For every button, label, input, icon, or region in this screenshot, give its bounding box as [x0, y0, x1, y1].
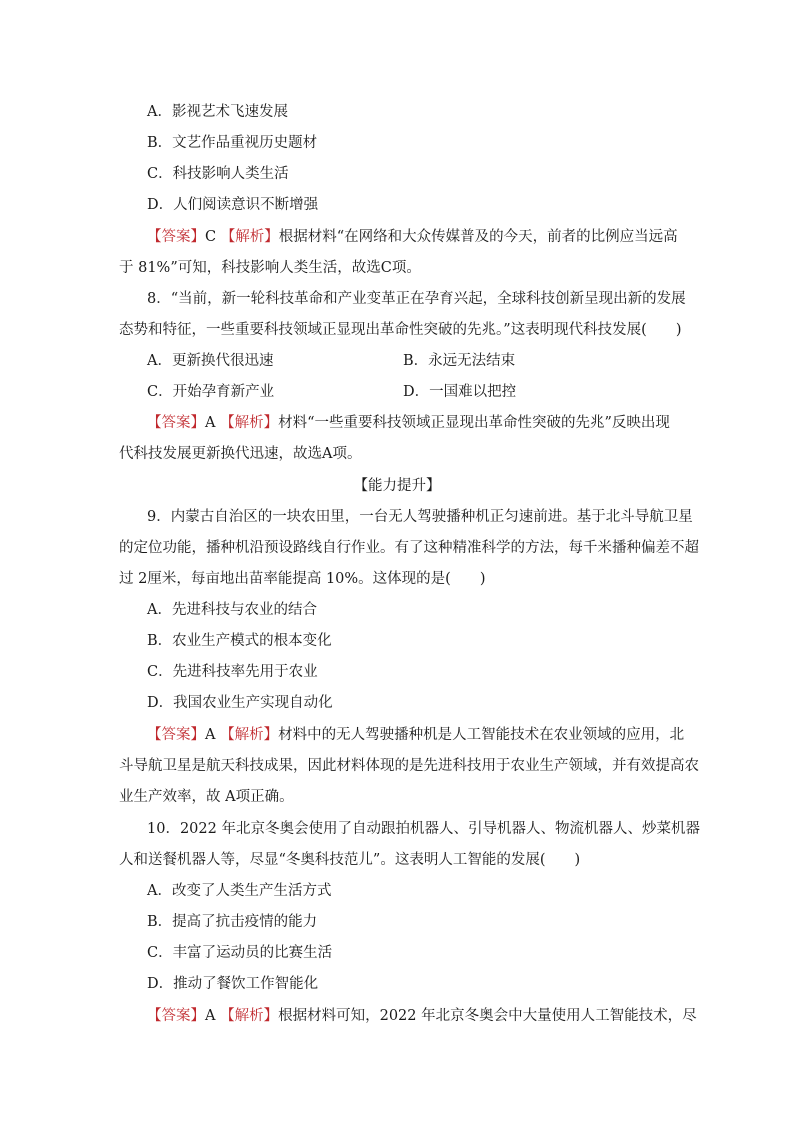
q8-option-a: A．更新换代很迅速 — [147, 353, 274, 369]
explanation-text: 材料中的无人驾驶播种机是人工智能技术在农业领域的应用，北 — [278, 727, 685, 743]
q10-stem-line: 10．2022 年北京冬奥会使用了自动跟拍机器人、引导机器人、物流机器人、炒菜机器 — [147, 821, 700, 837]
q8-answer-line — [147, 413, 670, 433]
q7-option-d: D．人们阅读意识不断增强 — [147, 197, 319, 213]
answer-tag: 【答案】 — [147, 229, 205, 245]
q9-option-a: A．先进科技与农业的结合 — [147, 602, 317, 618]
q7-answer-line — [147, 227, 678, 247]
q7-option-a: A．影视艺术飞速发展 — [147, 104, 288, 120]
q8-option-c: C．开始孕育新产业 — [147, 384, 275, 400]
q10-option-b: B．提高了抗击疫情的能力 — [147, 914, 318, 930]
q7-option-b: B．文艺作品重视历史题材 — [147, 135, 318, 151]
q9-explanation-line: 斗导航卫星是航天科技成果，因此材料体现的是先进科技用于农业生产领域，并有效提高农 — [119, 758, 699, 774]
q8-stem-line: 态势和特征，一些重要科技领域正显现出革命性突破的先兆。”这表明现代科技发展( ) — [119, 322, 682, 338]
q10-answer-line — [147, 1006, 697, 1026]
explanation-text: 材料“一些重要科技领域正显现出革命性突破的先兆”反映出现 — [278, 415, 670, 431]
q7-explanation-line: 于 81%”可知，科技影响人类生活，故选C项。 — [119, 260, 421, 276]
q7-option-c: C．科技影响人类生活 — [147, 166, 289, 182]
answer-tag: 【答案】 — [147, 415, 205, 431]
answer-tag: 【答案】 — [147, 1008, 205, 1024]
q9-answer-line — [147, 725, 684, 745]
explanation-tag: 【解析】 — [220, 415, 279, 431]
q9-option-b: B．农业生产模式的根本变化 — [147, 633, 332, 649]
q8-stem-line: 8．“当前，新一轮科技革命和产业变革正在孕育兴起，全球科技创新呈现出新的发展 — [147, 291, 686, 307]
q9-explanation-line: 业生产效率，故 A项正确。 — [119, 789, 294, 805]
answer-value: C — [205, 229, 217, 245]
explanation-text: 根据材料“在网络和大众传媒普及的今天，前者的比例应当远高 — [278, 229, 678, 245]
explanation-tag: 【解析】 — [220, 229, 279, 245]
explanation-tag: 【解析】 — [220, 1008, 279, 1024]
answer-value: A — [205, 415, 216, 431]
q10-option-d: D．推动了餐饮工作智能化 — [147, 976, 319, 992]
section-title: 【能力提升】 — [353, 478, 441, 494]
answer-value: A — [205, 1008, 216, 1024]
q8-option-b: B．永远无法结束 — [403, 353, 516, 369]
q9-option-c: C．先进科技率先用于农业 — [147, 664, 318, 680]
answer-tag: 【答案】 — [147, 727, 205, 743]
q10-option-c: C．丰富了运动员的比赛生活 — [147, 945, 333, 961]
q9-stem-line: 9．内蒙古自治区的一块农田里，一台无人驾驶播种机正匀速前进。基于北斗导航卫星 — [147, 509, 693, 525]
explanation-text: 根据材料可知，2022 年北京冬奥会中大量使用人工智能技术，尽 — [278, 1008, 697, 1024]
q8-option-d: D．一国难以把控 — [403, 384, 517, 400]
q10-option-a: A．改变了人类生产生活方式 — [147, 883, 332, 899]
q9-stem-line: 的定位功能，播种机沿预设路线自行作业。有了这种精准科学的方法，每千米播种偏差不超 — [119, 540, 699, 556]
q10-stem-line: 人和送餐机器人等，尽显“冬奥科技范儿”。这表明人工智能的发展( ) — [119, 852, 581, 868]
q8-explanation-line: 代科技发展更新换代迅速，故选A项。 — [119, 446, 362, 462]
explanation-tag: 【解析】 — [220, 727, 279, 743]
answer-value: A — [205, 727, 216, 743]
q9-stem-line: 过 2厘米，每亩地出苗率能提高 10%。这体现的是( ) — [119, 571, 486, 587]
q9-option-d: D．我国农业生产实现自动化 — [147, 695, 333, 711]
